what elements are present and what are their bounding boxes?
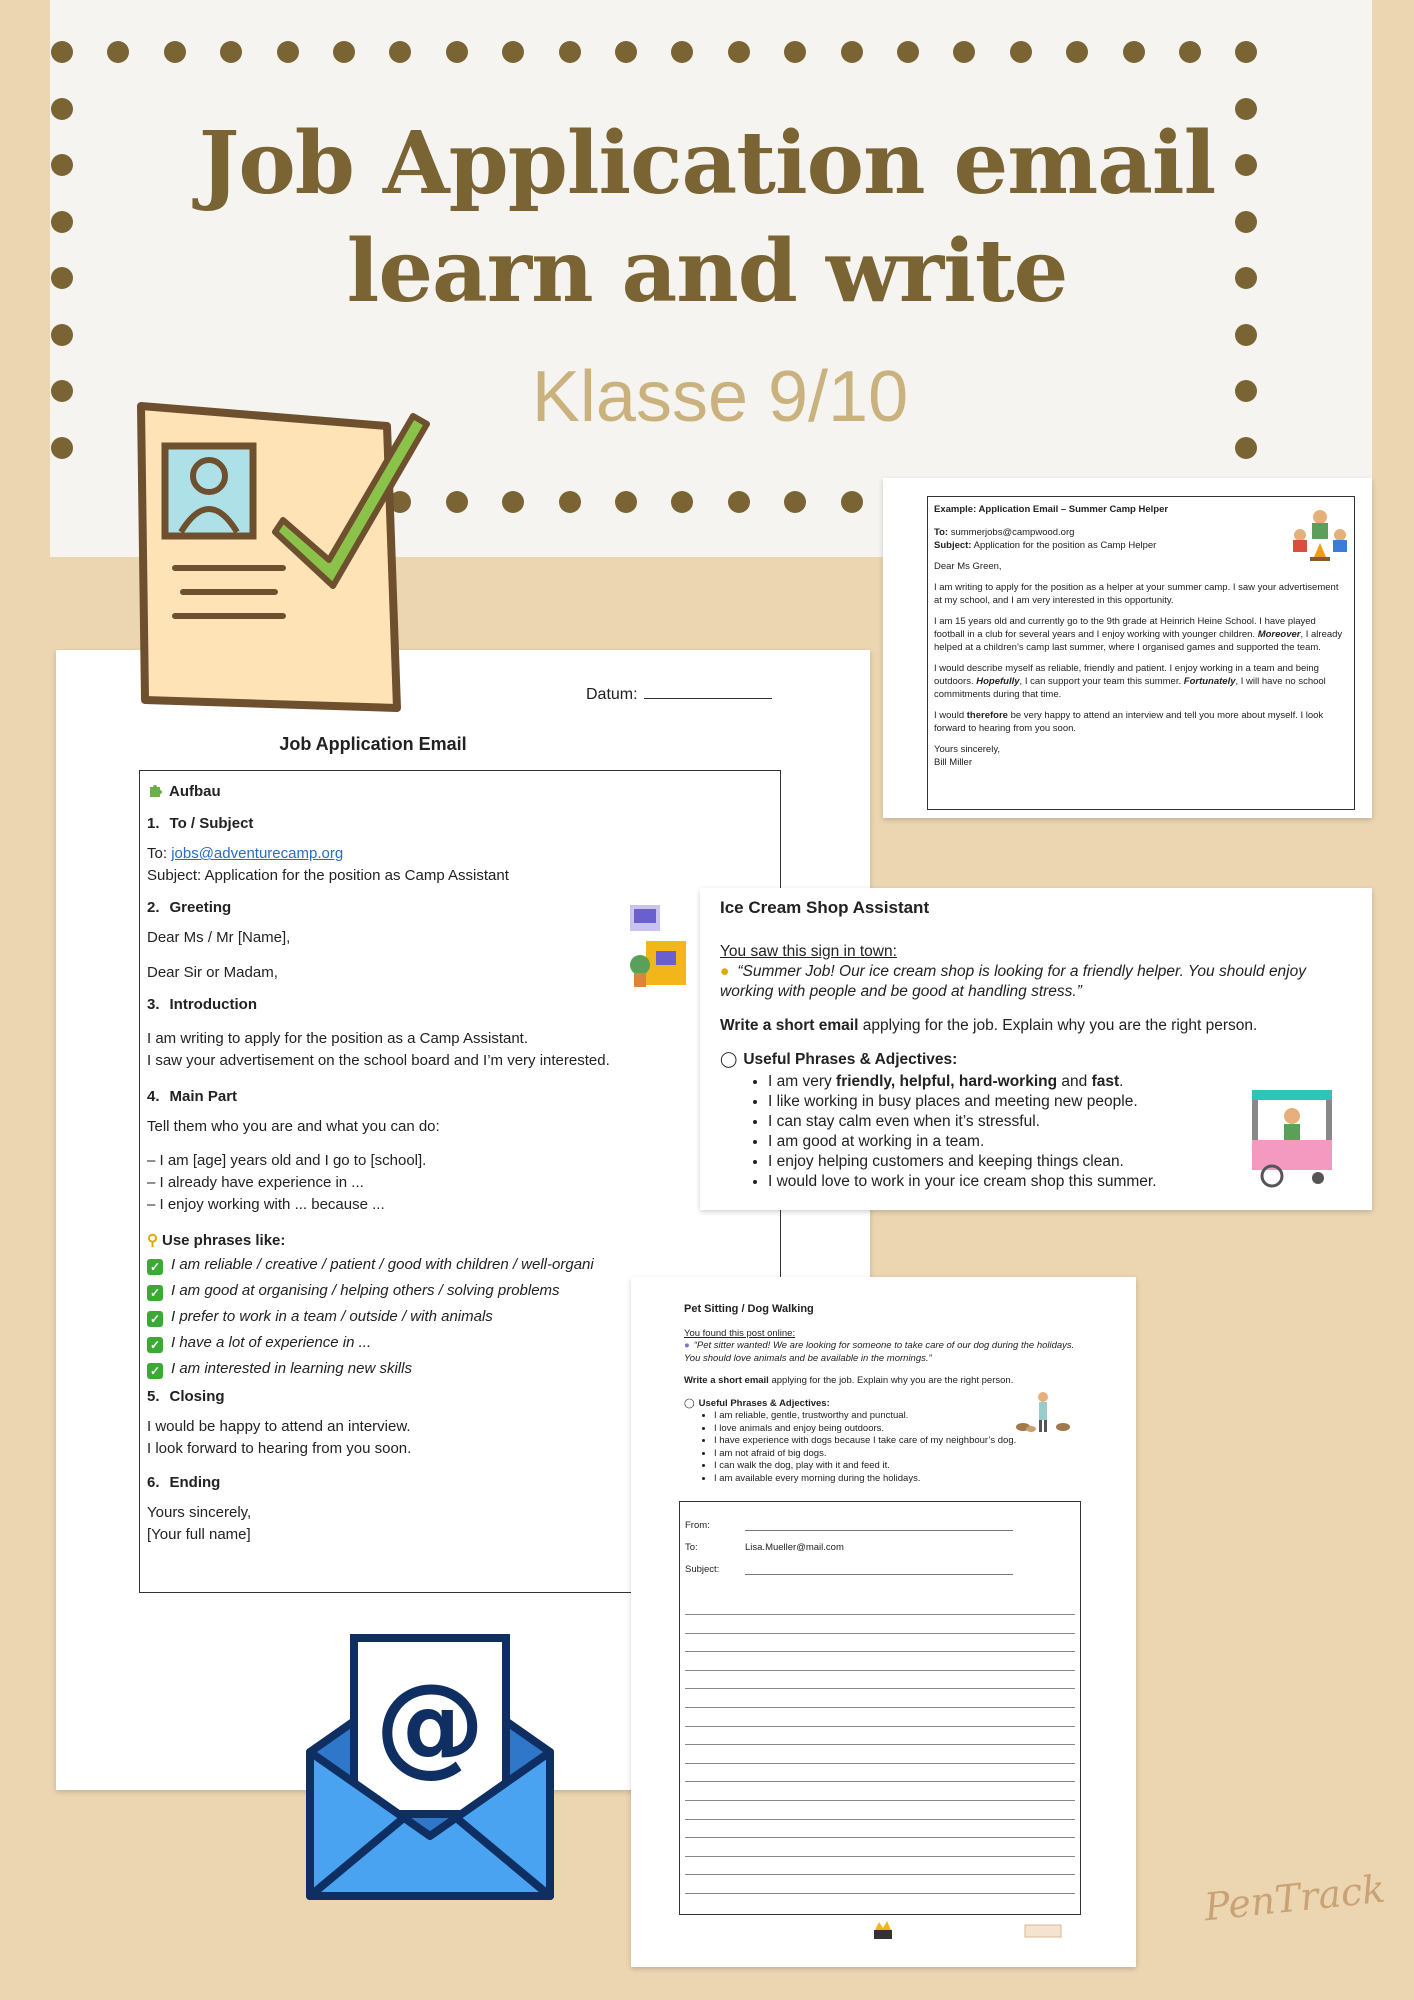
footer-icon — [871, 1918, 895, 1942]
list-item: • I am good at working in a team. — [768, 1132, 1320, 1152]
ice-cream-icon: ● — [720, 963, 730, 980]
border-dot — [333, 41, 355, 63]
example-subject: Subject: Application for the position as Camp Helper — [934, 540, 1157, 551]
writing-line[interactable] — [685, 1856, 1075, 1857]
example-greeting: Dear Ms Green, — [934, 561, 1002, 572]
list-item: • I am very friendly, helpful, hard-working and fast. — [768, 1072, 1320, 1092]
subject-field[interactable] — [745, 1565, 1013, 1575]
ice-saw-label: You saw this sign in town: — [720, 943, 897, 960]
writing-line[interactable] — [685, 1633, 1075, 1634]
main-part-line: – I already have experience in ... — [147, 1174, 364, 1191]
list-item: • I am available every morning during the holidays. — [714, 1473, 1084, 1486]
writing-line[interactable] — [685, 1837, 1075, 1838]
ice-phrases-heading: ◯ Useful Phrases & Adjectives: — [720, 1051, 958, 1068]
border-dot — [446, 41, 468, 63]
subject-row: Subject: — [685, 1564, 1013, 1575]
title-line-1: Job Application email — [198, 113, 1216, 214]
border-dot — [51, 324, 73, 346]
border-dot — [1235, 324, 1257, 346]
border-dot — [559, 491, 581, 513]
datum-label: Datum: — [586, 686, 638, 703]
subject-line: Subject: Application for the position as Camp Assistant — [147, 867, 509, 884]
border-dot — [1179, 41, 1201, 63]
border-dot — [784, 41, 806, 63]
example-paragraph: I would describe myself as reliable, friendly and patient. I enjoy working in a team and being outdoors. Hopefully, I can support your team this summer. Fortunately, I will have no school commitments during that time. — [934, 663, 1326, 700]
writing-line[interactable] — [685, 1893, 1075, 1894]
list-item: • I am reliable, gentle, trustworthy and punctual. — [714, 1410, 1084, 1423]
list-item: • I would love to work in your ice cream shop this summer. — [768, 1172, 1320, 1192]
example-to: To: summerjobs@campwood.org — [934, 527, 1075, 538]
phrase-item: ✓ I have a lot of experience in ... — [147, 1332, 627, 1354]
border-dot — [784, 491, 806, 513]
to-email-link[interactable]: jobs@adventurecamp.org — [171, 845, 344, 862]
office-illustration — [626, 895, 690, 995]
from-row: From: — [685, 1520, 1013, 1531]
main-part-intro: Tell them who you are and what you can do: — [147, 1118, 440, 1135]
example-email-page — [883, 478, 1372, 818]
key-icon: ⚲ — [147, 1232, 158, 1249]
section-heading: 4. Main Part — [147, 1088, 238, 1105]
speech-bubble-icon: ◯ — [684, 1397, 695, 1409]
list-item: • I am not afraid of big dogs. — [714, 1448, 1084, 1461]
pet-task: Write a short email applying for the job. Explain why you are the right person. — [684, 1375, 1014, 1386]
list-item: • I enjoy helping customers and keeping things clean. — [768, 1152, 1320, 1172]
to-line: To: jobs@adventurecamp.org — [147, 845, 344, 862]
brand-logo: PenTrack — [1202, 1866, 1388, 1930]
border-dot — [671, 491, 693, 513]
border-dot — [277, 41, 299, 63]
checkbox-icon: ✓ — [147, 1337, 163, 1353]
checkbox-icon: ✓ — [147, 1285, 163, 1301]
ice-task: Write a short email applying for the job. Explain why you are the right person. — [720, 1017, 1258, 1034]
border-dot — [51, 41, 73, 63]
example-email-box — [927, 496, 1355, 810]
border-dot — [51, 437, 73, 459]
pet-phrases-heading: ◯ Useful Phrases & Adjectives: — [684, 1397, 830, 1409]
writing-line[interactable] — [685, 1874, 1075, 1875]
page-title — [0, 110, 1414, 326]
intro-line: I am writing to apply for the position as a Camp Assistant. — [147, 1030, 529, 1047]
writing-line[interactable] — [685, 1726, 1075, 1727]
puzzle-icon — [147, 782, 163, 798]
border-dot — [502, 491, 524, 513]
writing-line[interactable] — [685, 1800, 1075, 1801]
border-dot — [1123, 41, 1145, 63]
list-item: • I have experience with dogs because I take care of my neighbour’s dog. — [714, 1435, 1084, 1448]
email-writing-form — [679, 1501, 1081, 1915]
greeting-line: Dear Sir or Madam, — [147, 964, 278, 981]
worksheet-title: Job Application Email — [279, 734, 467, 754]
border-dot — [559, 41, 581, 63]
phrases-heading: ⚲ Use phrases like: — [147, 1232, 286, 1249]
svg-text:@: @ — [375, 1660, 485, 1788]
pet-quote: ● “Pet sitter wanted! We are looking for someone to take care of our dog during the holidays. You should love animals and be available in the mornings.” — [684, 1340, 1075, 1364]
border-dot — [841, 491, 863, 513]
ending-line: [Your full name] — [147, 1526, 251, 1543]
writing-line[interactable] — [685, 1744, 1075, 1745]
example-paragraph: I would therefore be very happy to attend an interview and tell you more about myself. I look forward to hearing from you soon. — [934, 710, 1324, 734]
writing-line[interactable] — [685, 1688, 1075, 1689]
border-dot — [841, 41, 863, 63]
border-dot — [728, 41, 750, 63]
phrase-item: ✓ I am good at organising / helping others / solving problems — [147, 1280, 627, 1302]
border-dot — [164, 41, 186, 63]
datum-field — [586, 686, 772, 704]
to-value: Lisa.Mueller@mail.com — [745, 1542, 844, 1553]
border-dot — [220, 41, 242, 63]
closing-line: I would be happy to attend an interview. — [147, 1418, 411, 1435]
writing-line[interactable] — [685, 1781, 1075, 1782]
list-item: • I can walk the dog, play with it and feed it. — [714, 1460, 1084, 1473]
phrase-item: ✓ I prefer to work in a team / outside / with animals — [147, 1306, 627, 1328]
section-heading: 1. To / Subject — [147, 815, 254, 832]
ice-quote: ● “Summer Job! Our ice cream shop is looking for a friendly helper. You should enjoy working with people and be good at handling stress.” — [720, 963, 1306, 1000]
list-item: • I love animals and enjoy being outdoors. — [714, 1423, 1084, 1436]
ice-title: Ice Cream Shop Assistant — [720, 898, 930, 917]
section-heading: 6. Ending — [147, 1474, 221, 1491]
checkbox-icon: ✓ — [147, 1259, 163, 1275]
example-paragraph: I am 15 years old and currently go to the 9th grade at Heinrich Heine School. I have played football in a club for several years and I enjoy working with younger children. Moreover, I already helped at a children’s camp last summer, where I organised games and supported the team. — [934, 616, 1343, 653]
from-field[interactable] — [745, 1521, 1013, 1531]
section-heading: 5. Closing — [147, 1388, 225, 1405]
greeting-line: Dear Ms / Mr [Name], — [147, 929, 291, 946]
example-title: Example: Application Email – Summer Camp Helper — [934, 504, 1169, 515]
main-part-line: – I enjoy working with ... because ... — [147, 1196, 385, 1213]
paw-icon: ● — [684, 1340, 690, 1351]
to-row: To: Lisa.Mueller@mail.com — [685, 1542, 844, 1553]
phrase-item: ✓ I am reliable / creative / patient / good with children / well-organi — [147, 1254, 627, 1276]
ending-line: Yours sincerely, — [147, 1504, 252, 1521]
border-dot — [502, 41, 524, 63]
pet-title: Pet Sitting / Dog Walking — [684, 1303, 814, 1315]
border-dot — [615, 491, 637, 513]
title-line-2: learn and write — [346, 221, 1068, 322]
border-dot — [728, 491, 750, 513]
checkbox-icon: ✓ — [147, 1363, 163, 1379]
ice-phrase-list — [768, 1072, 1320, 1192]
campfire-kids-illustration — [1288, 505, 1352, 563]
list-item: • I like working in busy places and meeting new people. — [768, 1092, 1320, 1112]
writing-line[interactable] — [685, 1819, 1075, 1820]
writing-line[interactable] — [685, 1614, 1075, 1615]
pet-sitting-task-page — [631, 1277, 1136, 1967]
border-dot — [1235, 437, 1257, 459]
closing-line: I look forward to hearing from you soon. — [147, 1440, 412, 1457]
dog-walker-illustration — [1011, 1391, 1075, 1435]
example-name: Bill Miller — [934, 757, 972, 768]
main-part-line: – I am [age] years old and I go to [school]. — [147, 1152, 427, 1169]
example-closing: Yours sincerely, — [934, 744, 1001, 755]
border-dot — [897, 41, 919, 63]
resume-checkmark-illustration — [125, 400, 435, 720]
phrase-item: ✓ I am interested in learning new skills — [147, 1358, 627, 1380]
writing-line[interactable] — [685, 1763, 1075, 1764]
section-heading: 2. Greeting — [147, 899, 232, 916]
speech-bubble-icon: ◯ — [720, 1051, 738, 1068]
section-heading: 3. Introduction — [147, 996, 257, 1013]
border-dot — [671, 41, 693, 63]
pet-found-label: You found this post online: — [684, 1327, 796, 1339]
example-paragraph: I am writing to apply for the position as a helper at your summer camp. I saw your advertisement at my school, and I am very interested in this opportunity. — [934, 582, 1339, 606]
border-dot — [615, 41, 637, 63]
footer-stamp-icon — [1023, 1921, 1063, 1941]
border-dot — [107, 41, 129, 63]
subtitle: Klasse 9/10 — [531, 357, 909, 437]
email-envelope-icon — [302, 1632, 560, 1908]
border-dot — [953, 41, 975, 63]
border-dot — [1066, 41, 1088, 63]
border-dot — [446, 491, 468, 513]
aufbau-heading: Aufbau — [147, 781, 767, 803]
border-dot — [389, 41, 411, 63]
ice-cream-cart-illustration — [1248, 1082, 1338, 1188]
writing-line[interactable] — [685, 1670, 1075, 1671]
writing-line[interactable] — [685, 1707, 1075, 1708]
intro-line: I saw your advertisement on the school board and I’m very interested. — [147, 1052, 610, 1069]
border-dot — [1235, 41, 1257, 63]
writing-line[interactable] — [685, 1651, 1075, 1652]
list-item: • I can stay calm even when it’s stressful. — [768, 1112, 1320, 1132]
ice-cream-task-page — [700, 888, 1372, 1210]
border-dot — [1010, 41, 1032, 63]
checkbox-icon: ✓ — [147, 1311, 163, 1327]
